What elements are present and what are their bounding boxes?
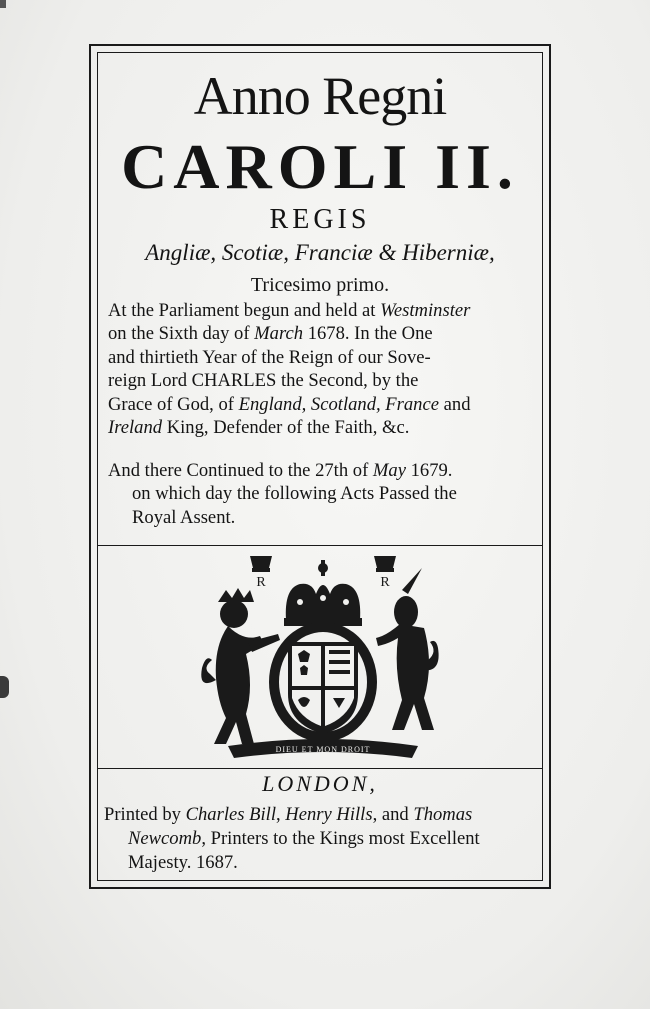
continued-paragraph <box>108 459 540 529</box>
scan-artifact <box>0 676 9 698</box>
royal-coat-of-arms-icon <box>188 550 458 762</box>
text-line: Grace of God, of England, Scotland, France and <box>108 393 471 415</box>
text-line: on which day the following Acts Passed the <box>132 483 457 505</box>
right-initial: R <box>380 575 390 590</box>
title-regis: REGIS <box>269 204 371 235</box>
text-line: reign Lord CHARLES the Second, by the <box>108 370 419 392</box>
divider-rule <box>97 768 543 769</box>
scan-artifact <box>0 0 6 8</box>
divider-rule <box>97 545 543 546</box>
text-line: Newcomb, Printers to the Kings most Excellent <box>128 828 480 849</box>
parliament-paragraph <box>108 299 540 439</box>
left-initial: R <box>256 575 266 590</box>
text-line: At the Parliament begun and held at Westminster <box>108 300 471 321</box>
title-anno-regni: Anno Regni <box>193 66 447 126</box>
text-line: Ireland King, Defender of the Faith, &c. <box>108 417 410 439</box>
text-line: and thirtieth Year of the Reign of our Sove- <box>108 346 431 368</box>
imprint-text <box>104 803 540 875</box>
text-line: And there Continued to the 27th of May 1679. <box>108 460 453 481</box>
title-kingdoms: Angliæ, Scotiæ, Franciæ & Hiberniæ, <box>145 240 495 265</box>
text-line: Printed by Charles Bill, Henry Hills, and Thomas <box>104 804 473 825</box>
text-line: Majesty. 1687. <box>128 852 238 873</box>
imprint-city: LONDON, <box>262 771 378 796</box>
title-caroli: CAROLI II. <box>121 131 519 202</box>
text-line: on the Sixth day of March 1678. In the One <box>108 323 433 345</box>
text-line: Royal Assent. <box>132 506 236 528</box>
motto-text: DIEU ET MON DROIT <box>275 745 371 754</box>
title-year: Tricesimo primo. <box>250 274 390 296</box>
